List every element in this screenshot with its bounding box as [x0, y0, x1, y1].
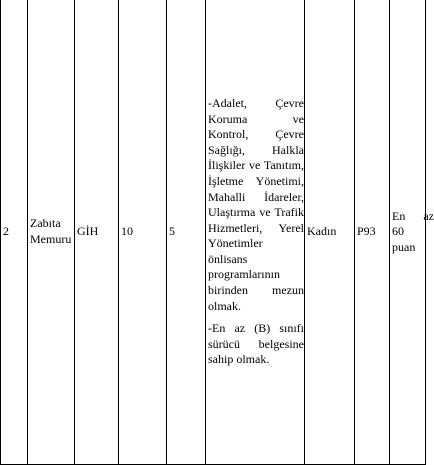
- education-requirement: [208, 96, 304, 314]
- education-requirement-line: birinden mezun: [208, 283, 304, 298]
- license-requirement: [208, 321, 304, 368]
- minimum-score-cell: [390, 0, 434, 465]
- license-requirement-line: sürücü belgesine: [208, 336, 304, 351]
- education-requirement-line: İşletme Yönetimi,: [208, 173, 304, 188]
- score-type-cell: [355, 0, 390, 465]
- qualifications-cell: [206, 0, 305, 465]
- minimum-score-line-2: 60: [392, 224, 404, 239]
- class-value: GİH: [77, 224, 99, 239]
- row-number-cell: [1, 0, 28, 465]
- score-type-value: P93: [357, 224, 376, 239]
- row-number: 2: [3, 224, 9, 239]
- grade-value: 10: [121, 224, 133, 239]
- education-requirement-line: Ulaştırma ve Trafik: [208, 205, 304, 220]
- grade-cell: [119, 0, 167, 465]
- minimum-score-line-1: En az: [392, 208, 434, 223]
- education-requirement-line: Mahalli İdareler,: [208, 189, 304, 204]
- education-requirement-line: Hizmetleri, Yerel: [208, 220, 304, 235]
- education-requirement-line: İlişkiler ve Tanıtım,: [208, 158, 304, 173]
- count-value: 5: [169, 224, 175, 239]
- license-requirement-line: sahip olmak.: [208, 352, 270, 367]
- education-requirement-line: Yönetimler: [208, 236, 263, 251]
- position-title-line-2: Memuru: [30, 232, 72, 246]
- gender-cell: [305, 0, 355, 465]
- education-requirement-line: programlarının: [208, 267, 280, 282]
- education-requirement-line: -Adalet, Çevre: [208, 95, 304, 110]
- education-requirement-line: olmak.: [208, 298, 241, 313]
- license-requirement-line: -En az (B) sınıfı: [208, 321, 304, 336]
- class-cell: [75, 0, 119, 465]
- education-requirement-line: Koruma ve: [208, 111, 304, 126]
- count-cell: [167, 0, 206, 465]
- table-row: [1, 0, 426, 465]
- education-requirement-line: Sağlığı, Halkla: [208, 142, 304, 157]
- gender-value: Kadın: [307, 224, 337, 239]
- education-requirement-line: Kontrol, Çevre: [208, 127, 304, 142]
- education-requirement-line: önlisans: [208, 251, 248, 266]
- minimum-score-line-3: puan: [392, 239, 416, 254]
- position-title-cell: [28, 0, 75, 465]
- position-title-line-1: Zabıta: [30, 216, 61, 231]
